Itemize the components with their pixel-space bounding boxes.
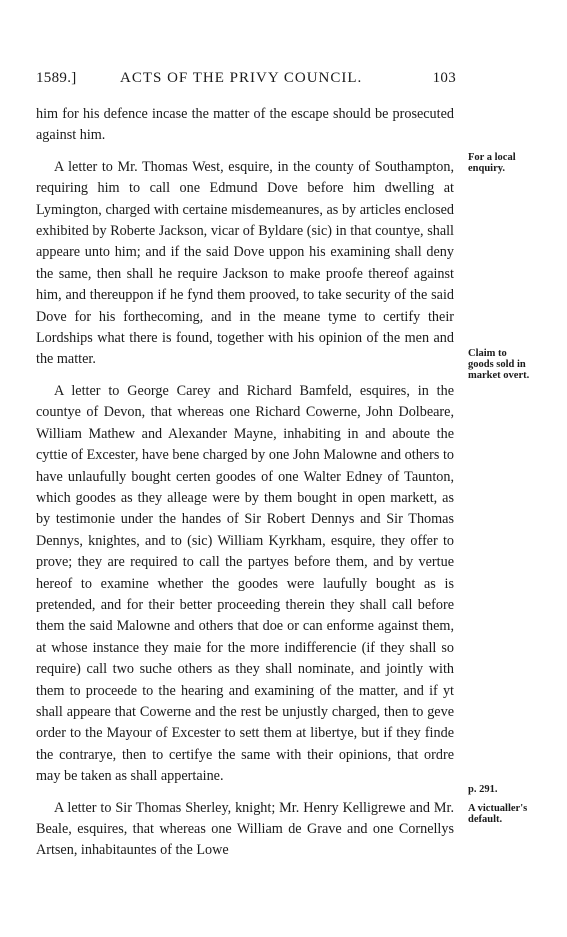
paragraph-continuation: him for his defence incase the matter of the escape should be prosecuted against him. bbox=[36, 106, 454, 144]
margin-note-line: p. 291. bbox=[468, 784, 498, 795]
margin-note-victualler bbox=[468, 784, 560, 825]
paragraph-sherley-letter: A letter to Sir Thomas Sherley, knight; Mr. Henry Kelligrewe and Mr. Beale, esquires, that whereas one William de Grave and one Cornellys Artsen, inhabitauntes of the Lowe bbox=[36, 799, 454, 859]
running-head bbox=[36, 70, 456, 92]
margin-note-line: market overt. bbox=[468, 370, 530, 381]
paragraph-carey-letter: A letter to George Carey and Richard Bamfeld, esquires, in the countye of Devon, that whereas one Richard Cowerne, John Dolbeare, William Mathew and Alexander Mayne, inhabiting in and aboute the cyttie of Excester, have bene charged by one John Malowne and others to have unlaufully bought certen goodes of one Walter Edney of Taunton, which goodes as they alleage were by them bought in open markett, as by testimonie under the handes of Sir Robert Dennys and Sir Thomas Dennys, knightes, and to (sic) William Kyrkham, esquire, they offer to prove; they are required to call the partyes before them, and by vertue hereof to examine whether the goodes were laufully bought as is pretended, and for their better proceeding therein they shall call before them the said Malowne and others that doe or can enforme against them, at whose instance they maie for the more indifferencie (if they shall so require) call two suche others as they shall nominate, and jointly with them to proceede to the hearing and examining of the matter, and if yt shall appeare that Cowerne and the rest be unjustly charged, then to geve order to the Mayour of Excester to sett them at libertye, but if they finde the contrarye, then to certifye the same with their opinions, that ordre may be taken as shall appertaine. bbox=[36, 382, 454, 785]
margin-note-line: default. bbox=[468, 814, 503, 825]
margin-note-line: Claim to bbox=[468, 348, 507, 359]
margin-note-line: enquiry. bbox=[468, 163, 506, 174]
margin-note-line: A victualler's bbox=[468, 803, 528, 814]
margin-note-local-enquiry bbox=[468, 152, 560, 174]
page-number: 103 bbox=[432, 70, 456, 86]
header-title: ACTS OF THE PRIVY COUNCIL. bbox=[120, 70, 363, 86]
paragraph-west-letter: A letter to Mr. Thomas West, esquire, in the county of Southampton, requiring him to call one Edmund Dove before him dwelling at Lymington, charged with certaine misdemeanures, as by articles enclosed exhibited by Roberte Jackson, vicar of Byldare (sic) in that countye, shall appeare unto him; and if the said Dove uppon his examining shall deny the same, then shall he require Jackson to make proofe thereof against him, and thereuppon if he fynd them prooved, to take security of the said Dove for his forthecoming, and in the meane tyme to certify their Lordships what there is found, together with his opinion of the men and the matter. bbox=[36, 158, 454, 368]
body-text bbox=[36, 104, 454, 872]
margin-note-line: For a local bbox=[468, 152, 516, 163]
margin-note-line: goods sold in bbox=[468, 359, 526, 370]
margin-note-claim-goods bbox=[468, 348, 560, 381]
header-year: 1589.] bbox=[36, 70, 77, 86]
